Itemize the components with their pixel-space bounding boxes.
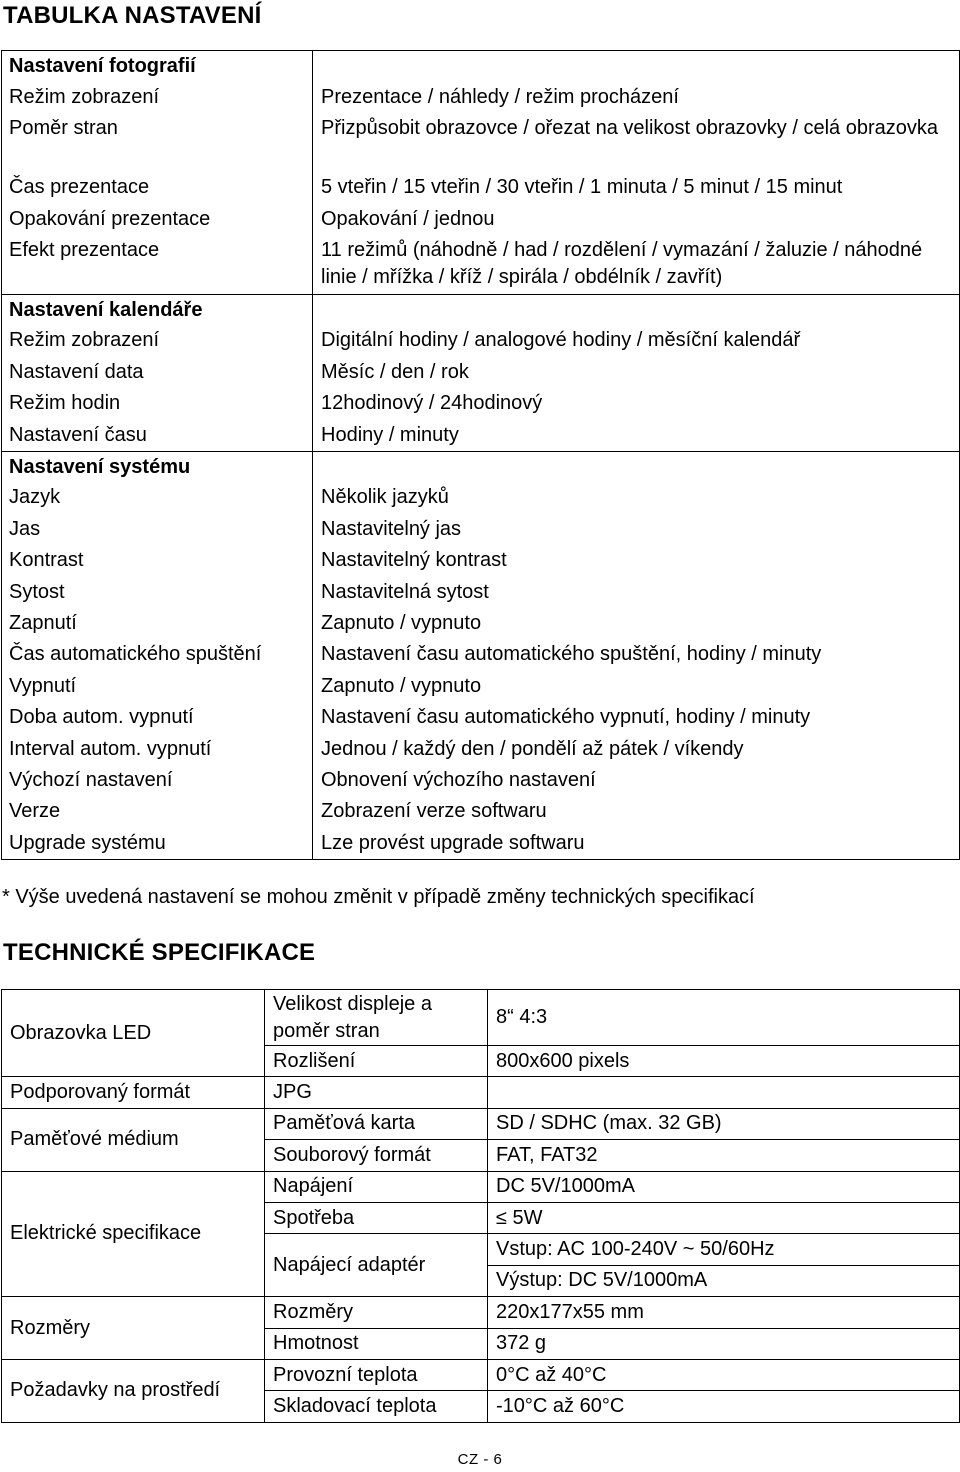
setting-value: Přizpůsobit obrazovce / ořezat na velikost obrazovky / celá obrazovka — [313, 113, 960, 172]
setting-label: Doba autom. vypnutí — [2, 702, 313, 733]
spec-group-name: Požadavky na prostředí — [2, 1359, 265, 1422]
setting-value: 5 vteřin / 15 vteřin / 30 vteřin / 1 minuta / 5 minut / 15 minut — [313, 172, 960, 203]
settings-section-row — [2, 451, 960, 482]
setting-value: Obnovení výchozího nastavení — [313, 765, 960, 796]
settings-section-row — [2, 294, 960, 325]
settings-row — [2, 639, 960, 670]
spec-group-name: Elektrické specifikace — [2, 1171, 265, 1297]
setting-label: Upgrade systému — [2, 828, 313, 859]
setting-label: Režim zobrazení — [2, 82, 313, 113]
spec-value: 8“ 4:3 — [488, 990, 960, 1046]
spec-value: 0°C až 40°C — [488, 1359, 960, 1390]
setting-value: Nastavitelná sytost — [313, 577, 960, 608]
spec-row — [2, 990, 960, 1046]
setting-value: Nastavení času automatického spuštění, hodiny / minuty — [313, 639, 960, 670]
settings-row — [2, 420, 960, 451]
spec-value: 372 g — [488, 1328, 960, 1359]
footnote: * Výše uvedená nastavení se mohou změnit v případě změny technických specifikací — [2, 886, 755, 908]
setting-label: Zapnutí — [2, 608, 313, 639]
spec-value: DC 5V/1000mA — [488, 1171, 960, 1202]
setting-value: 11 režimů (náhodně / had / rozdělení / vymazání / žaluzie / náhodné linie / mřížka / kříž / spirála / obdélník / zavřít) — [313, 235, 960, 294]
spec-param: Paměťová karta — [265, 1108, 488, 1139]
settings-row — [2, 734, 960, 765]
setting-label: Čas automatického spuštění — [2, 639, 313, 670]
spec-param: JPG — [265, 1077, 488, 1108]
spec-row — [2, 1297, 960, 1328]
spec-value — [488, 1077, 960, 1108]
spec-param: Souborový formát — [265, 1140, 488, 1171]
spec-param: Rozlišení — [265, 1046, 488, 1077]
page-number: CZ - 6 — [457, 1451, 503, 1468]
spec-row — [2, 1108, 960, 1139]
spec-group-name: Podporovaný formát — [2, 1077, 265, 1108]
setting-value: Zapnuto / vypnuto — [313, 671, 960, 702]
setting-label: Režim hodin — [2, 388, 313, 419]
settings-row — [2, 172, 960, 203]
settings-row — [2, 113, 960, 172]
settings-row — [2, 796, 960, 827]
setting-value: Prezentace / náhledy / režim procházení — [313, 82, 960, 113]
setting-label: Jas — [2, 514, 313, 545]
section-heading: Nastavení kalendáře — [2, 294, 313, 325]
specs-table — [1, 989, 960, 1423]
setting-value: Digitální hodiny / analogové hodiny / měsíční kalendář — [313, 325, 960, 356]
settings-row — [2, 577, 960, 608]
spec-value: Výstup: DC 5V/1000mA — [488, 1265, 960, 1296]
setting-label: Verze — [2, 796, 313, 827]
setting-label: Jazyk — [2, 482, 313, 513]
spec-row — [2, 1359, 960, 1390]
setting-label: Vypnutí — [2, 671, 313, 702]
spec-row — [2, 1171, 960, 1202]
spec-value: 800x600 pixels — [488, 1046, 960, 1077]
spec-value: 220x177x55 mm — [488, 1297, 960, 1328]
setting-label: Nastavení času — [2, 420, 313, 451]
spec-param: Hmotnost — [265, 1328, 488, 1359]
settings-row — [2, 482, 960, 513]
setting-label: Čas prezentace — [2, 172, 313, 203]
settings-row — [2, 765, 960, 796]
settings-row — [2, 545, 960, 576]
setting-value: Opakování / jednou — [313, 204, 960, 235]
setting-value: Jednou / každý den / pondělí až pátek / víkendy — [313, 734, 960, 765]
section-heading: Nastavení fotografií — [2, 51, 313, 82]
settings-row — [2, 608, 960, 639]
spec-param: Provozní teplota — [265, 1359, 488, 1390]
page-title: TABULKA NASTAVENÍ — [3, 2, 262, 29]
spec-param: Skladovací teplota — [265, 1391, 488, 1422]
setting-label: Interval autom. vypnutí — [2, 734, 313, 765]
settings-row — [2, 235, 960, 294]
spec-group-name: Rozměry — [2, 1297, 265, 1360]
spec-param: Napájení — [265, 1171, 488, 1202]
setting-value: Lze provést upgrade softwaru — [313, 828, 960, 859]
section-heading: Nastavení systému — [2, 451, 313, 482]
spec-group-name: Obrazovka LED — [2, 990, 265, 1077]
spec-value: ≤ 5W — [488, 1202, 960, 1233]
settings-row — [2, 514, 960, 545]
settings-row — [2, 357, 960, 388]
spec-param: Velikost displeje a poměr stran — [265, 990, 488, 1046]
spec-row — [2, 1077, 960, 1108]
settings-row — [2, 828, 960, 859]
setting-label: Režim zobrazení — [2, 325, 313, 356]
spec-value: FAT, FAT32 — [488, 1140, 960, 1171]
settings-row — [2, 204, 960, 235]
specs-title: TECHNICKÉ SPECIFIKACE — [3, 939, 316, 966]
setting-label: Výchozí nastavení — [2, 765, 313, 796]
settings-section-row — [2, 51, 960, 82]
setting-value: Měsíc / den / rok — [313, 357, 960, 388]
setting-label: Kontrast — [2, 545, 313, 576]
setting-value: Zapnuto / vypnuto — [313, 608, 960, 639]
settings-row — [2, 671, 960, 702]
setting-label: Efekt prezentace — [2, 235, 313, 294]
spec-value: -10°C až 60°C — [488, 1391, 960, 1422]
setting-value: Hodiny / minuty — [313, 420, 960, 451]
spec-value: SD / SDHC (max. 32 GB) — [488, 1108, 960, 1139]
spec-param: Spotřeba — [265, 1202, 488, 1233]
settings-row — [2, 325, 960, 356]
settings-table — [1, 50, 960, 860]
setting-value: Několik jazyků — [313, 482, 960, 513]
spec-param: Napájecí adaptér — [265, 1234, 488, 1297]
spec-value: Vstup: AC 100-240V ~ 50/60Hz — [488, 1234, 960, 1265]
setting-label: Opakování prezentace — [2, 204, 313, 235]
settings-row — [2, 388, 960, 419]
settings-row — [2, 702, 960, 733]
setting-value: Nastavitelný jas — [313, 514, 960, 545]
spec-param: Rozměry — [265, 1297, 488, 1328]
settings-row — [2, 82, 960, 113]
setting-value: 12hodinový / 24hodinový — [313, 388, 960, 419]
setting-label: Nastavení data — [2, 357, 313, 388]
setting-label: Sytost — [2, 577, 313, 608]
spec-group-name: Paměťové médium — [2, 1108, 265, 1171]
setting-value: Zobrazení verze softwaru — [313, 796, 960, 827]
setting-value: Nastavitelný kontrast — [313, 545, 960, 576]
setting-label: Poměr stran — [2, 113, 313, 172]
setting-value: Nastavení času automatického vypnutí, hodiny / minuty — [313, 702, 960, 733]
